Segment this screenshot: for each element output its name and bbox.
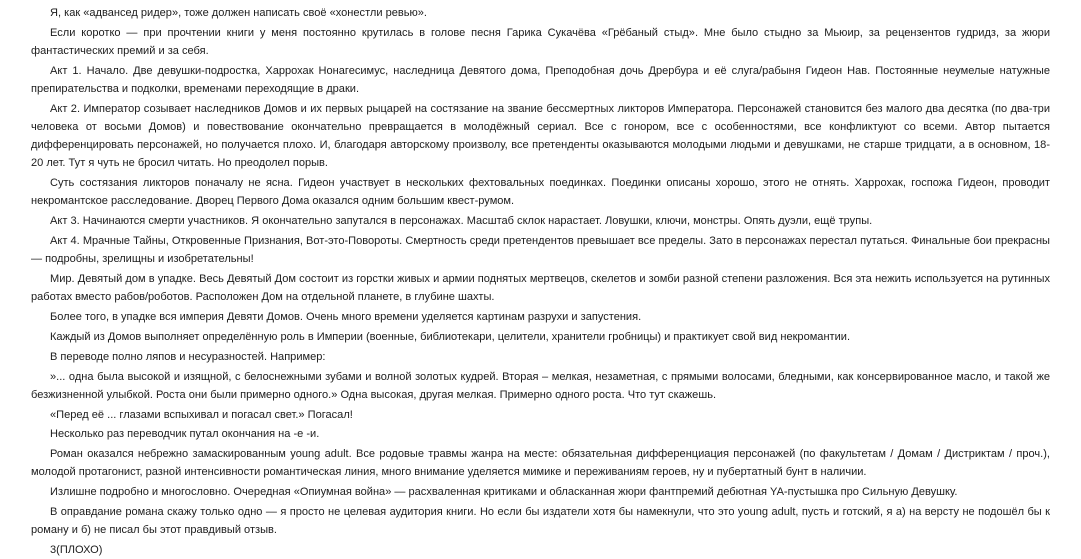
review-paragraph: Акт 1. Начало. Две девушки-подростка, Харрохак Нонагесимус, наследница Девятого дома, Преподобная дочь Дрербура и её слуга/рабыня Гидеон Нав. Постоянные неумелые натужные препирательства и подколки, временами переходящие в драки. <box>31 64 1050 95</box>
review-paragraph: В оправдание романа скажу только одно — я просто не целевая аудитория книги. Но если бы издатели хотя бы намекнули, что это young adult, пусть и готский, я а) на версту не подошёл бы к роману и б) не писал бы этот правдивый отзыв. <box>31 506 1050 537</box>
review-paragraph: Мир. Девятый дом в упадке. Весь Девятый Дом состоит из горстки живых и армии поднятых мертвецов, скелетов и зомби разной степени разложения. Вся эта нежить используется на рутинных работах вместо рабов/роботов. Расположен Дом на отдельной планете, в глубине шахты. <box>31 272 1050 303</box>
review-paragraph: «Перед её ... глазами вспыхивал и погасал свет.» Погасал! <box>50 408 353 421</box>
review-paragraph: Я, как «адвансед ридер», тоже должен написать своё «хонестли ревью». <box>50 7 427 19</box>
review-paragraph: Несколько раз переводчик путал окончания на -е -и. <box>50 428 320 441</box>
review-rating: 3(ПЛОХО) <box>50 544 103 557</box>
review-paragraph: Суть состязания ликторов поначалу не ясна. Гидеон участвует в нескольких фехтовальных поединках. Поединки описаны хорошо, этого не отнять. Харрохак, госпожа Гидеон, проводит некромантское расследование. Дворец Первого Дома оказался одним большим квест-румом. <box>31 177 1050 208</box>
review-paragraph: Каждый из Домов выполняет определённую роль в Империи (военные, библиотекари, целители, хранители гробницы) и практикует свой вид некромантии. <box>50 330 851 343</box>
review-paragraph: В переводе полно ляпов и несуразностей. Например: <box>50 350 326 363</box>
review-paragraph: Более того, в упадке вся империя Девяти Домов. Очень много времени уделяется картинам разрухи и запустения. <box>50 310 642 323</box>
review-paragraph: Акт 4. Мрачные Тайны, Откровенные Признания, Вот-это-Повороты. Смертность среди претендентов превышает все пределы. Зато в персонажах перестал путаться. Финальные бои прекрасны — подробны, зрелищны и изобретательны! <box>31 234 1050 265</box>
review-paragraph: »... одна была высокой и изящной, с белоснежными зубами и волной золотых кудрей. Вторая – мелкая, незаметная, с прямыми волосами, бледными, как консервированное масло, и такой же безжизненной улыбкой. Роста они были примерно одного.» Одна высокая, другая мелкая. Примерно одного роста. Что тут скажешь. <box>31 370 1050 401</box>
review-paragraph: Излишне подробно и многословно. Очередная «Опиумная война» — расхваленная критиками и обласканная жюри фантпремий дебютная YA-пустышка про Сильную Девушку. <box>50 486 958 499</box>
review-paragraph: Акт 3. Начинаются смерти участников. Я окончательно запутался в персонажах. Масштаб склок нарастает. Ловушки, ключи, монстры. Опять дуэли, ещё трупы. <box>50 215 873 228</box>
review-paragraph: Акт 2. Император созывает наследников Домов и их первых рыцарей на состязание на звание бессмертных ликторов Императора. Персонажей становится без малого два десятка (по два-три человека от восьми Домов) и повествование окончательно превращается в молодёжный сериал. Все с гонором, все с особенностями, все конфликтуют со всеми. Автор пытается дифференцировать персонажей, но получается плохо. И, благодаря авторскому произволу, все претенденты оказываются молодыми людьми и девушками, не старше тридцати, а в основном, 18-20 лет. Тут я чуть не бросил читать. Но преодолел порыв. <box>31 102 1050 170</box>
review-paragraph: Роман оказался небрежно замаскированным young adult. Все родовые травмы жанра на месте: обязательная дифференциация персонажей (по факультетам / Домам / Дистриктам / проч.), молодой протагонист, разной интенсивности романтическая линия, много внимание уделяется мимике и переживаниям героев, ну и пубертатный бунт в наличии. <box>31 448 1050 479</box>
review-paragraph: Если коротко — при прочтении книги у меня постоянно крутилась в голове песня Гарика Сукачёва «Грёбаный стыд». Мне было стыдно за Мьюир, за рецензентов гудридз, за жюри фантастических премий и за себя. <box>31 26 1050 57</box>
